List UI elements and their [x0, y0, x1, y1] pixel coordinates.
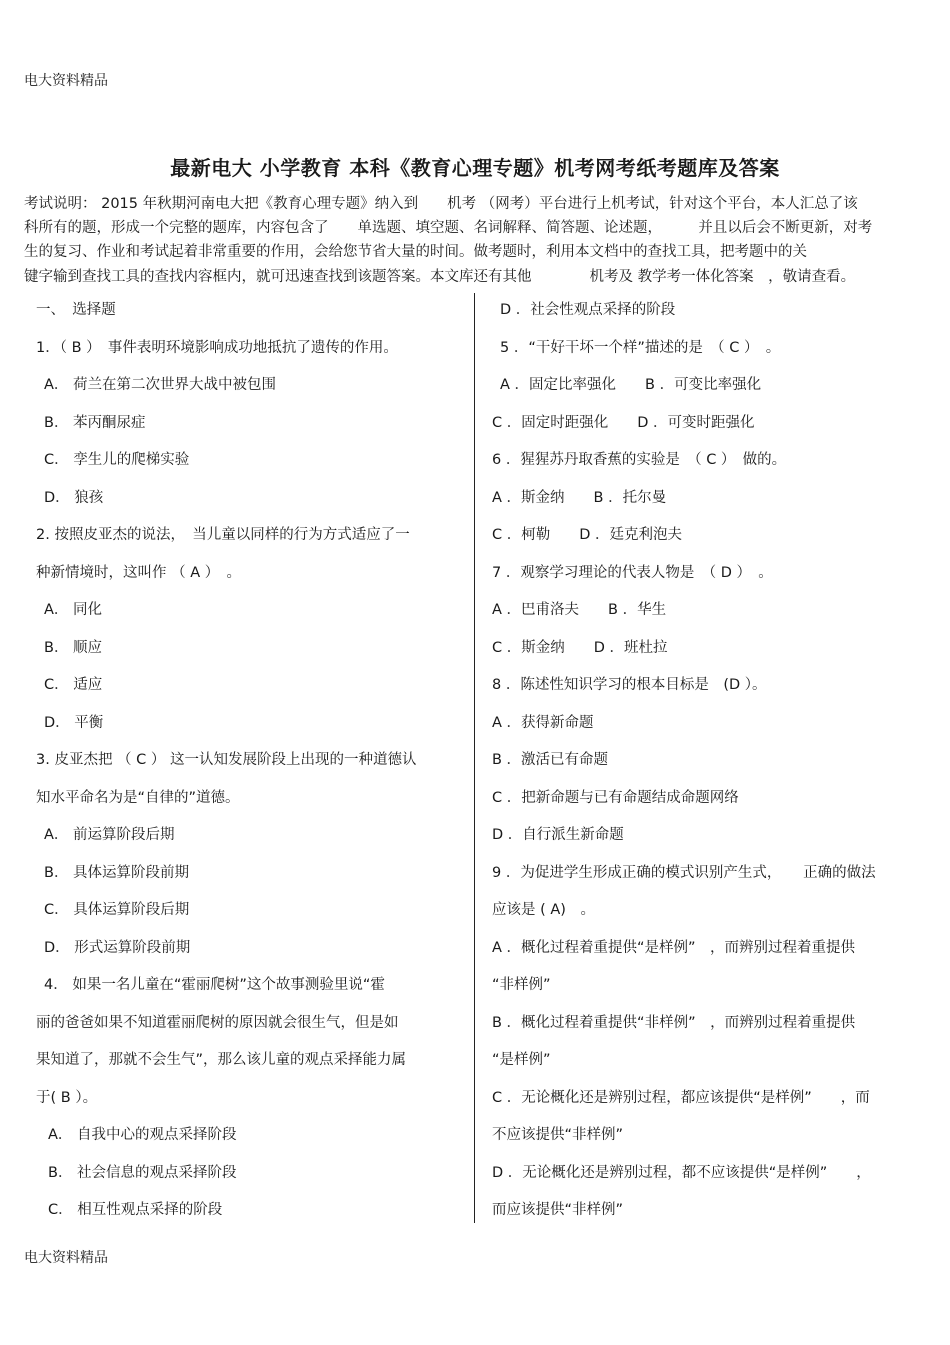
- option-line: A． 自我中心的观点采择阶段: [48, 1127, 237, 1143]
- question-line: 1．（ B ） 事件表明环境影响成功地抵抗了遗传的作用。: [36, 339, 398, 356]
- option-line: A． 前运算阶段后期: [44, 827, 175, 843]
- question-line: 7 ．观察学习理论的代表人物是 （ D ） 。: [492, 564, 773, 581]
- option-line: B ．概化过程着重提供“非样例” ，而辨别过程着重提供: [492, 1014, 856, 1031]
- question-line: 2. 按照皮亚杰的说法， 当儿童以同样的行为方式适应了一: [36, 527, 410, 543]
- option-line: A ．概化过程着重提供“是样例” ，而辨别过程着重提供: [492, 939, 856, 956]
- option-line: A ．固定比率强化 B ．可变比率强化: [500, 377, 762, 393]
- section-heading: 一、 选择题: [36, 302, 116, 318]
- option-line: C ．把新命题与已有命题结成命题网络: [492, 789, 739, 806]
- option-line: B． 具体运算阶段前期: [44, 864, 190, 881]
- question-line: 知水平命名为是“自律的”道德。: [36, 789, 240, 806]
- option-line: C ．柯勒 D ．廷克利泡夫: [492, 527, 683, 543]
- option-line: D ．无论概化还是辨别过程，都不应该提供“是样例” ，: [492, 1164, 871, 1181]
- question-line: 9 ．为促进学生形成正确的模式识别产生式， 正确的做法: [492, 864, 876, 881]
- question-line: 6 ．猩猩苏丹取香蕉的实验是 （ C ） 做的。: [492, 452, 787, 468]
- option-line: B． 顺应: [44, 639, 103, 656]
- question-line: 丽的爸爸如果不知道霍丽爬树的原因就会很生气，但是如: [36, 1014, 399, 1031]
- option-line: B ．激活已有命题: [492, 752, 609, 768]
- option-line: C ．无论概化还是辨别过程，都应该提供“是样例” ，而: [492, 1089, 870, 1106]
- intro-line: 考试说明： 2015 年秋期河南电大把《教育心理专题》纳入到 机考 （网考）平台进行上机考试，针对这个平台，本人汇总了该: [24, 196, 858, 212]
- question-line: 于( B ）。: [36, 1089, 98, 1106]
- right-column: [492, 297, 912, 1235]
- option-line: C． 孪生儿的爬梯实验: [44, 452, 190, 468]
- left-column: [36, 297, 446, 1235]
- option-line: D ．自行派生新命题: [492, 827, 624, 843]
- option-line: D． 狼孩: [44, 489, 104, 506]
- page-footer: 电大资料精品: [24, 1250, 108, 1266]
- question-line: 4． 如果一名儿童在“霍丽爬树”这个故事测验里说“霍: [44, 977, 385, 993]
- question-line: 5 ．“干好干坏一个样”描述的是 （ C ） 。: [500, 339, 781, 356]
- question-line: 应该是 ( A) 。: [492, 902, 595, 918]
- exam-intro: [24, 192, 909, 289]
- option-line: D． 平衡: [44, 714, 104, 731]
- page-header: 电大资料精品: [24, 73, 108, 89]
- question-line: 3. 皮亚杰把 （ C ） 这一认知发展阶段上出现的一种道德认: [36, 752, 417, 768]
- option-line: C． 相互性观点采择的阶段: [48, 1202, 223, 1218]
- option-line: D． 形式运算阶段前期: [44, 939, 191, 956]
- option-line: A ．获得新命题: [492, 714, 594, 731]
- intro-line: 生的复习、作业和考试起着非常重要的作用，会给您节省大量的时间。做考题时，利用本文档中的查找工具，把考题中的关: [24, 244, 807, 261]
- option-line: 而应该提供“非样例”: [492, 1202, 624, 1218]
- option-line: A． 荷兰在第二次世界大战中被包围: [44, 377, 277, 393]
- option-line: C ．固定时距强化 D ．可变时距强化: [492, 414, 755, 431]
- option-line: A ．巴甫洛夫 B ．华生: [492, 602, 667, 618]
- option-line: A． 同化: [44, 602, 103, 618]
- option-line: “非样例”: [492, 977, 551, 993]
- option-line: 不应该提供“非样例”: [492, 1127, 624, 1143]
- column-divider: [474, 293, 475, 1223]
- option-line: A ．斯金纳 B ．托尔曼: [492, 489, 667, 506]
- option-line: C． 具体运算阶段后期: [44, 902, 190, 918]
- option-line: C ．斯金纳 D ．班杜拉: [492, 639, 668, 656]
- option-line: D ．社会性观点采择的阶段: [500, 302, 676, 318]
- option-line: C． 适应: [44, 677, 103, 693]
- question-line: 种新情境时，这叫作 （ A ） 。: [36, 564, 241, 581]
- question-line: 8 ．陈述性知识学习的根本目标是 (D ）。: [492, 677, 767, 693]
- document-title: 最新电大 小学教育 本科《教育心理专题》机考网考纸考题库及答案: [170, 156, 780, 180]
- intro-line: 键字输到查找工具的查找内容框内，就可迅速查找到该题答案。本文库还有其他 机考及 教学考一体化答案 ，敬请查看。: [24, 268, 856, 285]
- question-line: 果知道了，那就不会生气”，那么该儿童的观点采择能力属: [36, 1052, 407, 1068]
- option-line: B． 苯丙酮尿症: [44, 414, 146, 431]
- option-line: B． 社会信息的观点采择阶段: [48, 1164, 237, 1181]
- intro-line: 科所有的题，形成一个完整的题库，内容包含了 单选题、填空题、名词解释、简答题、论述题， 并且以后会不断更新，对考: [24, 220, 873, 237]
- option-line: “是样例”: [492, 1052, 551, 1068]
